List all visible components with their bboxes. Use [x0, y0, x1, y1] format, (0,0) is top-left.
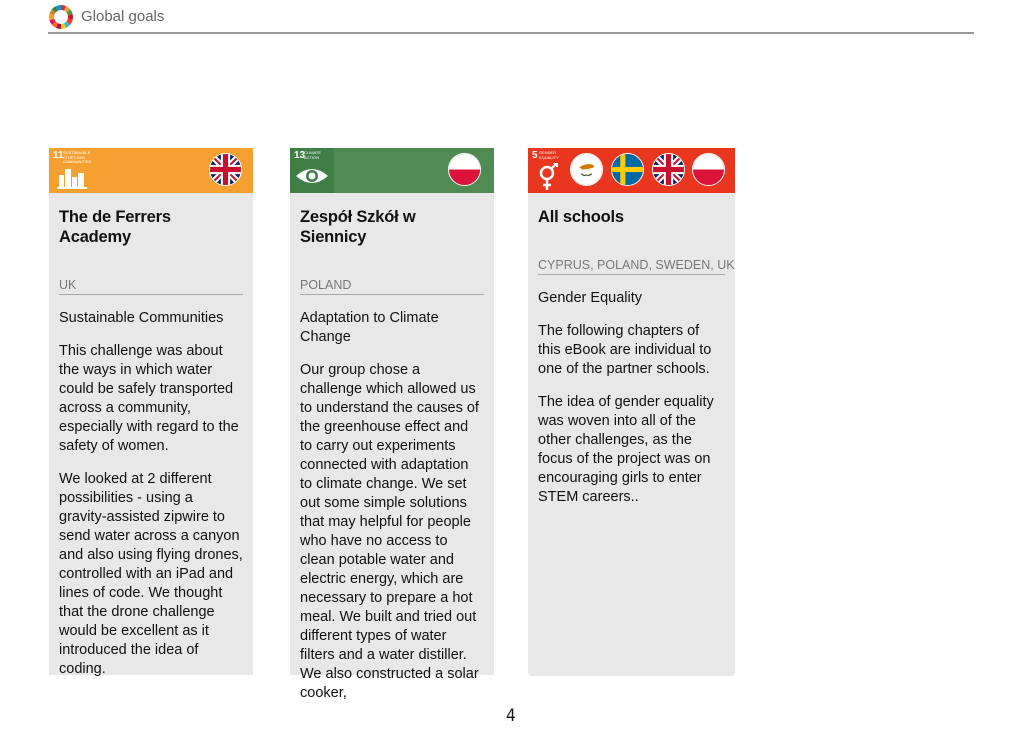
school-name: The de Ferrers Academy: [59, 208, 171, 246]
sdg-13-badge: [290, 148, 334, 193]
cyprus-flag-icon: [570, 153, 603, 186]
country-label: CYPRUS, POLAND, SWEDEN, UK: [538, 258, 725, 275]
card-banner: [49, 148, 253, 193]
sdg-wheel-icon: [48, 4, 74, 30]
sdg-number: 5: [532, 150, 538, 161]
card-banner: [528, 148, 735, 193]
poland-flag-icon: [692, 153, 725, 186]
school-card-uk: [49, 148, 253, 675]
topic-title: Gender Equality: [538, 290, 642, 306]
page-header: [48, 2, 974, 34]
city-icon: [57, 165, 87, 189]
poland-flag-icon: [448, 153, 481, 186]
school-card-poland: [290, 148, 494, 701]
sdg-number: 11: [53, 150, 64, 161]
page-title: Global goals: [81, 8, 165, 25]
country-label: UK: [59, 278, 243, 295]
sdg-11-badge: [49, 148, 93, 193]
school-name: Zespół Szkół w Siennicy: [300, 208, 416, 246]
sweden-flag-icon: [611, 153, 644, 186]
uk-flag-icon: [652, 153, 685, 186]
school-name: All schools: [538, 208, 624, 226]
sdg-label: SUSTAINABLE CITIES AND COMMUNITIES: [63, 150, 92, 164]
sdg-number: 13: [294, 150, 306, 161]
school-card-all: [528, 148, 735, 676]
eye-earth-icon: [295, 166, 329, 186]
card-paragraph: Our group chose a challenge which allowed us to understand the causes of the greenhouse effect and to carry out experiments connected with adaptation to climate change. We set out some simple solutions that may helpful for people who have no access to clean potable water and electric energy, which are necessary to prepare a hot meal. We built and tried out different types of water filters and a water distiller. We also constructed a solar cooker,: [300, 362, 479, 701]
uk-flag-icon: [209, 153, 242, 186]
sdg-label: CLIMATE ACTION: [304, 150, 322, 160]
page-number: 4: [506, 706, 516, 726]
sdg-5-badge: [528, 148, 566, 193]
card-paragraph: The following chapters of this eBook are individual to one of the partner schools.: [538, 323, 712, 377]
card-paragraph: The idea of gender equality was woven into all of the other challenges, as the focus of the project was on encouraging girls to enter STEM careers..: [538, 394, 714, 505]
card-paragraph: This challenge was about the ways in which water could be safely transported across a community, especially with regard to the safety of women.: [59, 343, 239, 454]
card-banner: [290, 148, 494, 193]
gender-icon: [537, 163, 559, 191]
topic-title: Sustainable Communities: [59, 310, 224, 326]
sdg-label: GENDER EQUALITY: [539, 150, 559, 160]
country-label: POLAND: [300, 278, 484, 295]
card-paragraph: We looked at 2 different possibilities - using a gravity-assisted zipwire to send water across a canyon and also using flying drones, controlled with an iPad and lines of code. We thought that the drone challenge would be excellent as it introduced the idea of coding.: [59, 471, 243, 677]
topic-title: Adaptation to Climate Change: [300, 310, 439, 345]
